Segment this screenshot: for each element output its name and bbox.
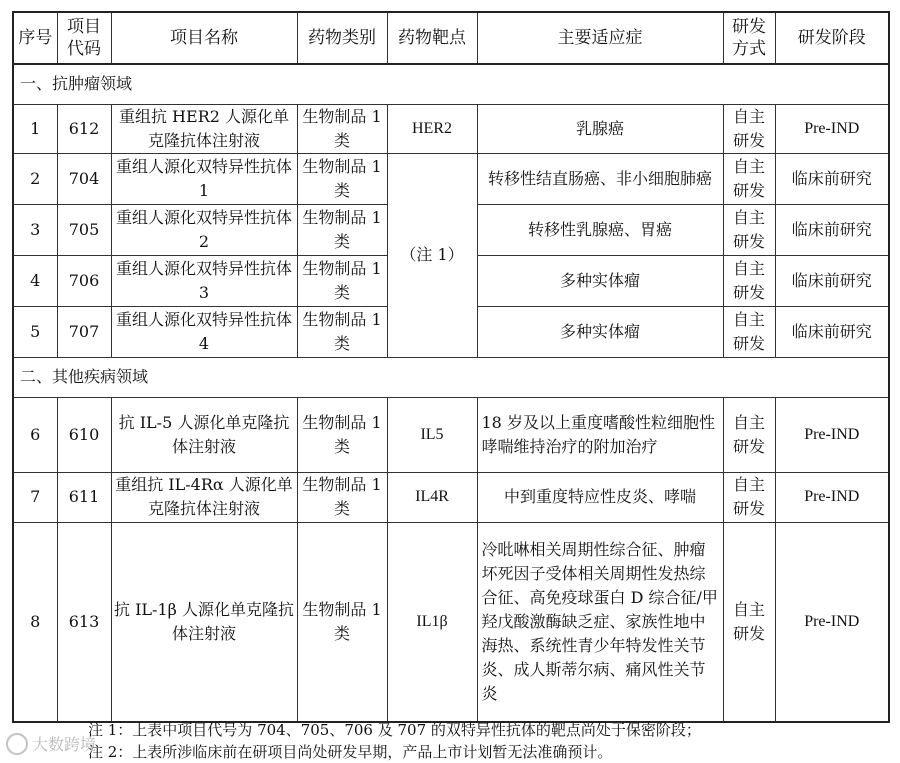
section-title-oncology: 一、抗肿瘤领域	[13, 64, 889, 104]
cell-indication: 多种实体瘤	[477, 255, 723, 306]
cell-indication: 多种实体瘤	[477, 306, 723, 357]
table-row	[13, 472, 889, 522]
table-row	[13, 522, 889, 722]
cell-method: 自主研发	[723, 204, 775, 255]
cell-method: 自主研发	[723, 255, 775, 306]
cell-stage: 临床前研究	[775, 204, 889, 255]
cell-name: 重组人源化双特异性抗体 2	[111, 204, 297, 255]
cell-stage: 临床前研究	[775, 153, 889, 204]
cell-code: 705	[57, 204, 111, 255]
cell-category: 生物制品 1 类	[297, 306, 387, 357]
section-row-other	[13, 357, 889, 397]
cell-code: 706	[57, 255, 111, 306]
watermark	[6, 732, 96, 755]
cell-code: 610	[57, 397, 111, 472]
cell-method: 自主研发	[723, 153, 775, 204]
cell-code: 704	[57, 153, 111, 204]
cell-code: 611	[57, 472, 111, 522]
cell-name: 重组人源化双特异性抗体 4	[111, 306, 297, 357]
cell-code: 613	[57, 522, 111, 722]
cell-seq: 8	[13, 522, 57, 722]
cell-seq: 3	[13, 204, 57, 255]
header-target: 药物靶点	[387, 12, 477, 64]
cell-method: 自主研发	[723, 397, 775, 472]
cell-seq: 1	[13, 104, 57, 153]
watermark-logo-icon	[6, 733, 28, 755]
section-title-other: 二、其他疾病领域	[13, 357, 889, 397]
cell-seq: 4	[13, 255, 57, 306]
cell-name: 重组抗 IL-4Rα 人源化单克隆抗体注射液	[111, 472, 297, 522]
cell-method: 自主研发	[723, 306, 775, 357]
cell-category: 生物制品 1 类	[297, 397, 387, 472]
cell-stage: Pre-IND	[775, 472, 889, 522]
cell-method: 自主研发	[723, 472, 775, 522]
cell-indication: 冷吡啉相关周期性综合征、肿瘤坏死因子受体相关周期性发热综合征、高免疫球蛋白 D 综合征/甲羟戊酸激酶缺乏症、家族性地中海热、系统性青少年特发性关节炎、成人斯蒂尔病、痛风性关节炎	[477, 522, 723, 722]
cell-indication: 中到重度特应性皮炎、哮喘	[477, 472, 723, 522]
cell-category: 生物制品 1 类	[297, 255, 387, 306]
header-code: 项目代码	[57, 12, 111, 64]
cell-target: HER2	[387, 104, 477, 153]
section-row-oncology	[13, 64, 889, 104]
cell-code: 612	[57, 104, 111, 153]
table-row	[13, 104, 889, 153]
cell-seq: 7	[13, 472, 57, 522]
cell-indication: 乳腺癌	[477, 104, 723, 153]
cell-target: IL4R	[387, 472, 477, 522]
cell-category: 生物制品 1 类	[297, 472, 387, 522]
cell-target: IL1β	[387, 522, 477, 722]
cell-stage: 临床前研究	[775, 255, 889, 306]
footnote-1: 注 1：上表中项目代号为 704、705、706 及 707 的双特异性抗体的靶点尚处于保密阶段；	[88, 721, 701, 739]
cell-category: 生物制品 1 类	[297, 153, 387, 204]
cell-indication: 转移性乳腺癌、胃癌	[477, 204, 723, 255]
header-stage: 研发阶段	[775, 12, 889, 64]
header-category: 药物类别	[297, 12, 387, 64]
cell-name: 重组人源化双特异性抗体 1	[111, 153, 297, 204]
cell-stage: Pre-IND	[775, 397, 889, 472]
cell-seq: 2	[13, 153, 57, 204]
header-indication: 主要适应症	[477, 12, 723, 64]
cell-category: 生物制品 1 类	[297, 204, 387, 255]
cell-code: 707	[57, 306, 111, 357]
table-row	[13, 397, 889, 472]
cell-name: 重组人源化双特异性抗体 3	[111, 255, 297, 306]
cell-indication: 转移性结直肠癌、非小细胞肺癌	[477, 153, 723, 204]
cell-seq: 5	[13, 306, 57, 357]
cell-name: 抗 IL-5 人源化单克隆抗体注射液	[111, 397, 297, 472]
cell-category: 生物制品 1 类	[297, 522, 387, 722]
table-row	[13, 153, 889, 204]
cell-category: 生物制品 1 类	[297, 104, 387, 153]
cell-stage: 临床前研究	[775, 306, 889, 357]
cell-indication: 18 岁及以上重度嗜酸性粒细胞性哮喘维持治疗的附加治疗	[477, 397, 723, 472]
watermark-text: 大数跨境	[32, 735, 97, 754]
footnote-2: 注 2：上表所涉临床前在研项目尚处研发早期，产品上市计划暂无法准确预计。	[88, 743, 613, 761]
header-name: 项目名称	[111, 12, 297, 64]
cell-name: 抗 IL-1β 人源化单克隆抗体注射液	[111, 522, 297, 722]
cell-stage: Pre-IND	[775, 104, 889, 153]
header-seq: 序号	[13, 12, 57, 64]
header-method: 研发方式	[723, 12, 775, 64]
cell-stage: Pre-IND	[775, 522, 889, 722]
header-row	[13, 12, 889, 64]
cell-method: 自主研发	[723, 104, 775, 153]
cell-seq: 6	[13, 397, 57, 472]
cell-method: 自主研发	[723, 522, 775, 722]
cell-target-merged: （注 1）	[387, 153, 477, 357]
cell-name: 重组抗 HER2 人源化单克隆抗体注射液	[111, 104, 297, 153]
cell-target: IL5	[387, 397, 477, 472]
pipeline-table	[12, 11, 890, 723]
footnotes	[88, 719, 701, 763]
